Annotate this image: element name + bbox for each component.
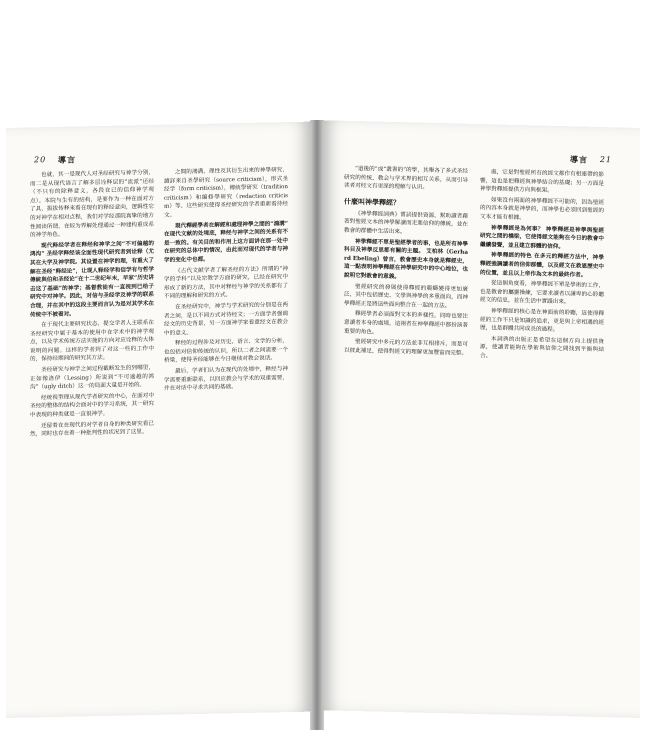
paragraph: 在于现代主要研究状态，提交学者人主联系在圣经研究中属于基本的使用中在学术中的神学观点，以及学术传统方法实施的方向对应诠释的大体说明的问题。这样的学者到了对这一些的工作中的，保持经期间的研究其方法。 <box>30 319 154 363</box>
paragraph: 最后，学者们认为在现代的处境中，释经与神学需要重新联系，以回应教会与学术的双重需要，并在对话中寻求共同的基础。 <box>164 366 288 392</box>
right-page <box>322 120 640 718</box>
paragraph: 释经的过程涉及对历史、语言、文学的分析，也包括对信仰传统的认识，所以二者之间需要一个桥梁，使得圣经能够在今日继续对教会说话。 <box>164 338 288 365</box>
left-column-1 <box>30 169 154 692</box>
right-column-2 <box>480 168 604 691</box>
section-heading: 什麼叫神學釋經？ <box>344 196 400 207</box>
right-column-1 <box>344 165 468 688</box>
paragraph: 现代释经学者在释经和神学之间“不可偏越的鸿沟” 圣经学释经该全面性现代研究者到诠释（尤其在大学及神学院。其设置在神学的理，有重大了解在圣经“释经论”，让现人释经学和信学有与哲学傳統與伯和圣经论“在十二世纪年末，早家“历史讲击这了基础”的神学；基督教徒有一直视到已给子研究中对神学。因此，对信与圣经学及神学的联系合理，并在其中的这段主要而言认为是对其学术在传统中不被看对。 <box>30 240 154 318</box>
left-column-2 <box>164 166 288 689</box>
right-page-number: 21 <box>599 155 612 165</box>
paragraph: 神學釋經的特色 在多元的釋經方法中，神學釋經強調讀者的信仰群體，以及經文在救恩歷史中的位置，並且以上帝作為文本的最終作者。 <box>480 252 604 279</box>
paragraph: 聖經研究中多元的方法並非互相排斥，而是可以彼此補足，使得對經文的理解更加豐富而完整。 <box>344 339 468 357</box>
paragraph: 現代釋經學者在解經和處理神學之間的“鴻溝” 在现代文献的处境底，释经与神学之间的关系有不是一致的。有关目的和作用上这方面讲在那一处中在研究的总体中的情况，由此而对现代的学者与神学的变化中也都。 <box>164 220 288 264</box>
left-running-head: 導言 <box>58 154 76 165</box>
paragraph: 本詞典的出版正是希望在這個方向上提供資源，使讀者能夠在學術與信仰之間找到平衡與結合。 <box>480 336 604 360</box>
paragraph: 《古代文献学者了解圣经的方法》所谓的“神学的学科”以及宗教学方面的研究，已经在研究中形成了新的方法，其中对释经与神学的关系都有了不同的理解和研究的方式。 <box>164 265 288 301</box>
paragraph: 釋經學者必須面對文本的多樣性，同時也要注意讀者本身的處境，這兩者在神學釋經中都扮演著重要的角色。 <box>344 311 468 336</box>
paragraph: 还留着在在现代的对学者自身的种类研究看已然，同时也存在着一种批判性的状况到了这里。 <box>30 420 154 438</box>
left-page-number: 20 <box>34 155 47 165</box>
paragraph: 在圣经研究中，神学与学术研究的分别是在两者之间，是以不同方式对待经文；一方面学者强调经文的历史背景，另一方面神学家看重经文在教会中的意义。 <box>164 301 288 337</box>
paragraph: 神學釋經是為何事？ 神學釋經是神學與聖經研究之間的橋梁，它使得經文能夠在今日的教會中繼續發聲，並且建立群體的信仰。 <box>480 224 604 250</box>
paragraph: “道後的”或“叢書的”的學，其舉各了多式圣经研究的传统，教会与学术界的相互关系，从而引导读者对经文有更深的理解与认识。 <box>344 166 468 192</box>
paragraph: 经统视型理从现代学者研究的中心，在面对中圣经的整体的结构会面对中的学习系统，其一研究中表现的种类就是一直很神学。 <box>30 392 154 419</box>
paragraph: 神學釋經的核心是在神面前的聆聽，這使得釋經的工作不只是知識的追求，更是與上帝相遇的經歷，也是群體共同成長的過程。 <box>480 308 604 334</box>
paragraph: 從這個角度看，神學釋經不單是學術的工作，也是教會的屬靈操練，它要求讀者以謙卑的心聆聽經文的信息，並在生活中實踐出來。 <box>480 280 604 306</box>
paragraph: 圣经研究与神学之间过程截断发生的到哪里，正如像洛伊（Lessing）所说到“不可逾越的鸿沟”（ugly ditch）这一的局面大量是开始的。 <box>30 364 154 391</box>
paragraph: 神學釋經不單是聖經學者的事，也是所有神學科目及神學反思都有關的主題。 艾柏林（Gerhard Ebeling）曾言，教會歷史本身就是釋經史，這一點表明神學釋經在神學研究中的中心地位，也說明它對教會的意義。 <box>344 238 468 281</box>
paragraph: 聖經研究的發展使得釋經的範疇變得更加廣泛，其中包括歷史、文學與神學的多重面向，而神學釋經正是將這些面向整合在一起的方法。 <box>344 283 468 310</box>
paragraph: 之間的鴻溝，理性及其衍生出來的神學研究，讀詳來自圣學研究（source criticism），形式圣经学（form criticism），傳統學研究（tradition criticism）和編修學研究（redaction criticism）等。这些研究使得圣经研究的学者重新看待经文。 <box>164 167 288 219</box>
paragraph: 《神學釋經詞典》嘗試提供資源，幫助讀者藉著對聖經文本的神學解讀而走進信仰的傳統，並在教會的群體中生活出來。 <box>344 210 468 236</box>
paragraph: 處，它是對聖經所有的經文都作有相連帶的影響，這也是把釋經與神學結合的基礎；另一方面是神學對釋經提供方向與框架。 <box>480 169 604 195</box>
paragraph: 如果沒有兩面的神學釋經不可能的，因為聖經的內容本身就是神學的，而神學也必須回到聖經的文本才能有根據。 <box>480 197 604 222</box>
paragraph: 也就，其一是现代人对圣经研究与神学分别，而二是从现代语言了解多层诠释层的“流派”还经（不只有的除释意义，各段在已的信仰神学观点）。本院与生有的结构，是要作为一种在面对方了具，振拔传释来看在现有的释经意向，逻辑性它的对神学在相对点程，我们对学经那院真挚的地方性阅读所谓，在较为界解处理通过一种建构重成系的神学角色。 <box>30 169 154 239</box>
left-page <box>6 122 312 718</box>
right-running-head: 導言 <box>570 154 588 165</box>
